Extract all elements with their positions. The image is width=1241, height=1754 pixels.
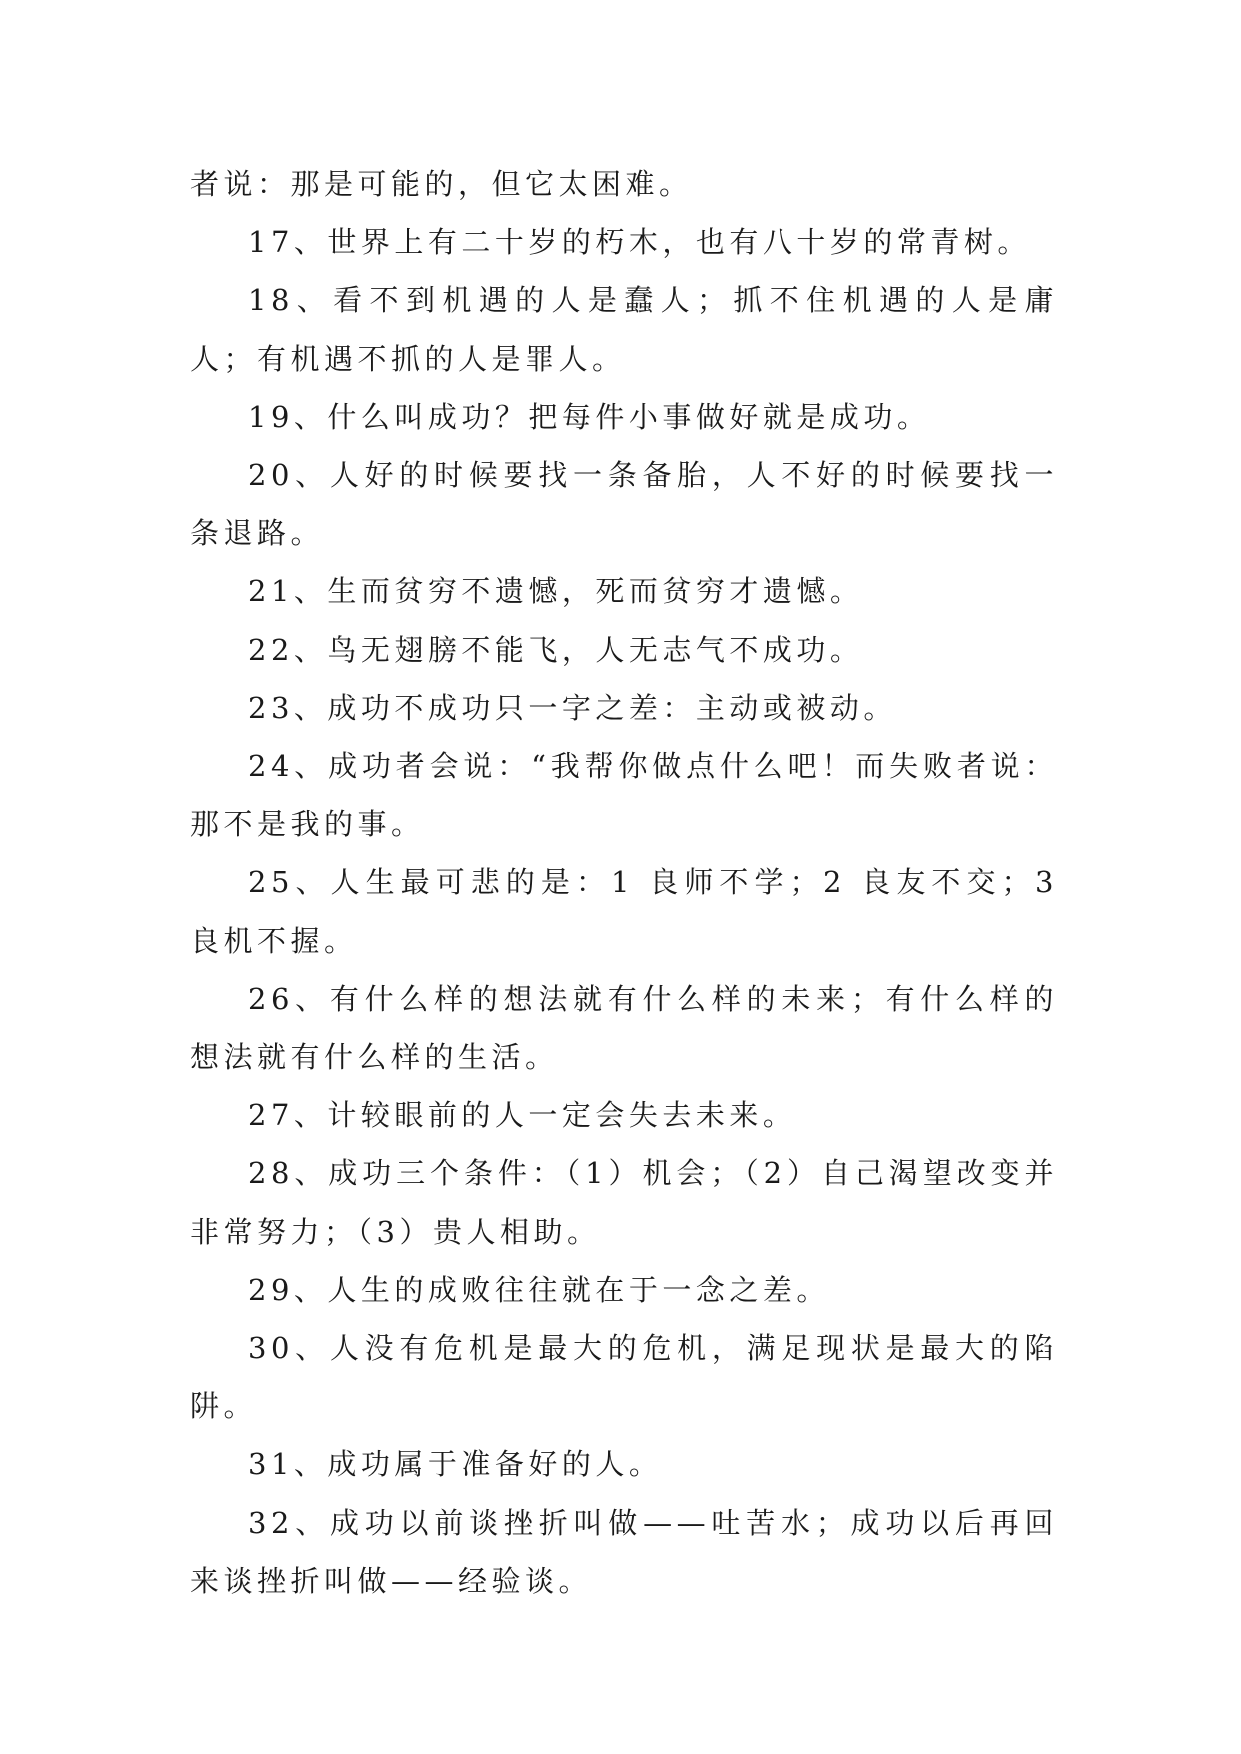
paragraph-28: 28、成功三个条件：（1）机会；（2）自己渴望改变并非常努力；（3）贵人相助。 xyxy=(190,1156,1058,1249)
paragraph-26: 26、有什么样的想法就有什么样的未来；有什么样的想法就有什么样的生活。 xyxy=(190,981,1058,1075)
paragraph-23: 23、成功不成功只一字之差：主动或被动。 xyxy=(248,690,897,725)
paragraph-30: 30、人没有危机是最大的危机，满足现状是最大的陷阱。 xyxy=(190,1331,1058,1424)
paragraph-24: 24、成功者会说：“我帮你做点什么吧！而失败者说：那不是我的事。 xyxy=(190,749,1058,842)
paragraph-29: 29、人生的成败往往就在于一念之差。 xyxy=(248,1272,830,1307)
paragraph-25: 25、人生最可悲的是：1 良师不学；2 良友不交；3 良机不握。 xyxy=(190,865,1058,958)
paragraph-32: 32、成功以前谈挫折叫做——吐苦水；成功以后再回来谈挫折叫做——经验谈。 xyxy=(190,1505,1058,1598)
paragraph-19: 19、什么叫成功？把每件小事做好就是成功。 xyxy=(248,399,931,434)
paragraph-21: 21、生而贫穷不遗憾，死而贫穷才遗憾。 xyxy=(248,574,864,609)
paragraph-16-continuation: 者说：那是可能的，但它太困难。 xyxy=(190,167,693,201)
paragraph-31: 31、成功属于准备好的人。 xyxy=(248,1447,663,1482)
paragraph-27: 27、计较眼前的人一定会失去未来。 xyxy=(248,1098,797,1133)
paragraph-20: 20、人好的时候要找一条备胎，人不好的时候要找一条退路。 xyxy=(190,458,1058,551)
paragraph-17: 17、世界上有二十岁的朽木，也有八十岁的常青树。 xyxy=(248,225,1031,260)
document-body xyxy=(190,155,1058,1610)
paragraph-22: 22、鸟无翅膀不能飞，人无志气不成功。 xyxy=(248,632,864,667)
paragraph-18: 18、看不到机遇的人是蠢人；抓不住机遇的人是庸人；有机遇不抓的人是罪人。 xyxy=(190,283,1058,376)
